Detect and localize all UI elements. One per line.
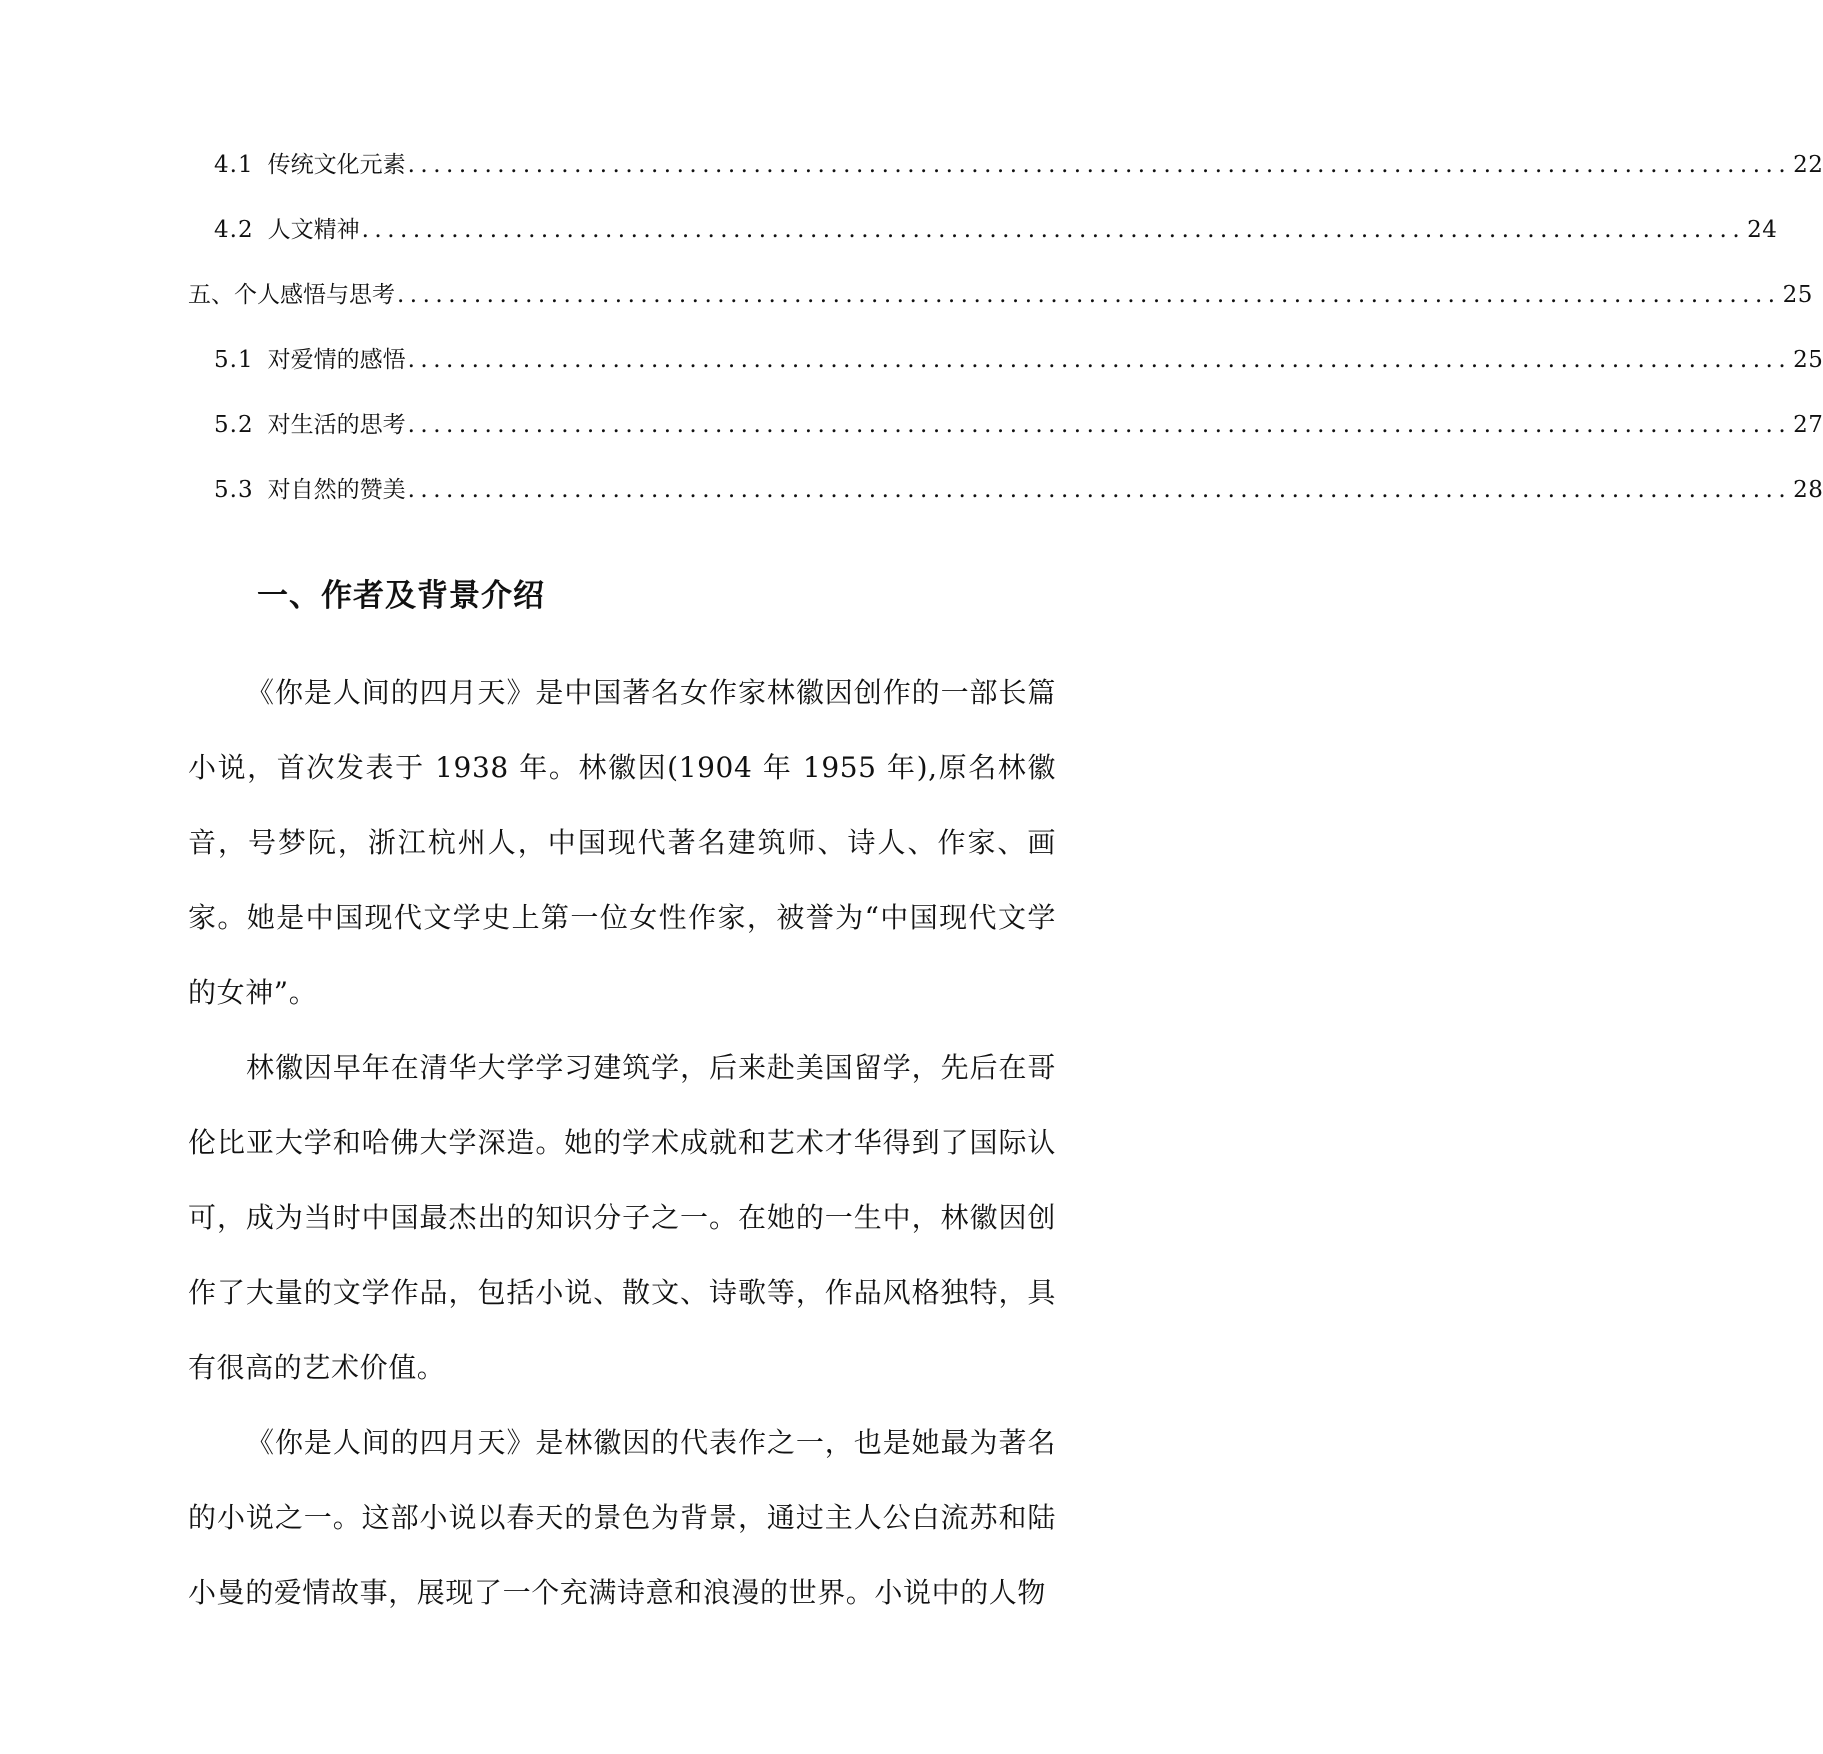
toc-leader-dots: ............................................................................................................ — [407, 347, 1792, 373]
body-paragraph: 《你是人间的四月天》是中国著名女作家林徽因创作的一部长篇小说，首次发表于 1938 年。林徽因(1904 年 1955 年),原名林徽音，号梦阮，浙江杭州人，中国现代著名建筑师、诗人、作家、画家。她是中国现代文学史上第一位女性作家，被誉为“中国现代文学的女神”。 — [188, 676, 1056, 1009]
body-paragraph: 《你是人间的四月天》是林徽因的代表作之一，也是她最为著名的小说之一。这部小说以春天的景色为背景，通过主人公白流苏和陆小曼的爱情故事，展现了一个充满诗意和浪漫的世界。小说中的人物 — [188, 1426, 1056, 1609]
toc-leader-dots: ............................................................................................................ — [407, 412, 1792, 438]
toc-entry-title: 对生活的思考 — [267, 412, 406, 438]
toc-entry-page: 25 — [1782, 282, 1813, 308]
section-heading: 一、作者及背景介绍 — [257, 578, 545, 614]
toc-entry[interactable] — [188, 408, 1823, 473]
toc-entry[interactable] — [188, 148, 1823, 213]
toc-entry-number: 4.1 — [214, 152, 254, 178]
toc-leader-dots: ............................................................................................................ — [361, 217, 1746, 243]
toc-entry-title: 对自然的赞美 — [267, 477, 406, 503]
toc-entry-page: 22 — [1793, 152, 1823, 178]
toc-entry-page: 25 — [1793, 347, 1823, 373]
toc-entry[interactable] — [188, 343, 1823, 408]
toc-entry-number: 4.2 — [214, 217, 254, 243]
body-paragraph: 林徽因早年在清华大学学习建筑学，后来赴美国留学，先后在哥伦比亚大学和哈佛大学深造。她的学术成就和艺术才华得到了国际认可，成为当时中国最杰出的知识分子之一。在她的一生中，林徽因创作了大量的文学作品，包括小说、散文、诗歌等，作品风格独特，具有很高的艺术价值。 — [188, 1051, 1056, 1384]
toc-entry-page: 28 — [1793, 477, 1823, 503]
toc-entry-title: 人文精神 — [267, 217, 360, 243]
table-of-contents — [188, 148, 1823, 538]
toc-leader-dots: ............................................................................................................ — [407, 477, 1792, 503]
toc-entry-page: 27 — [1793, 412, 1823, 438]
toc-entry[interactable] — [188, 278, 1813, 343]
toc-entry-title: 传统文化元素 — [267, 152, 406, 178]
toc-entry-title: 对爱情的感悟 — [267, 347, 406, 373]
section-body — [188, 655, 1056, 1630]
toc-entry[interactable] — [188, 473, 1823, 538]
toc-entry-number: 5.3 — [214, 477, 254, 503]
toc-entry-title: 五、个人感悟与思考 — [188, 282, 395, 308]
toc-entry-page: 24 — [1747, 217, 1778, 243]
toc-leader-dots: ............................................................................................................ — [397, 282, 1781, 308]
toc-entry-number: 5.1 — [214, 347, 254, 373]
toc-entry[interactable] — [188, 213, 1778, 278]
toc-leader-dots: ............................................................................................................ — [407, 152, 1792, 178]
toc-entry-number: 5.2 — [214, 412, 254, 438]
